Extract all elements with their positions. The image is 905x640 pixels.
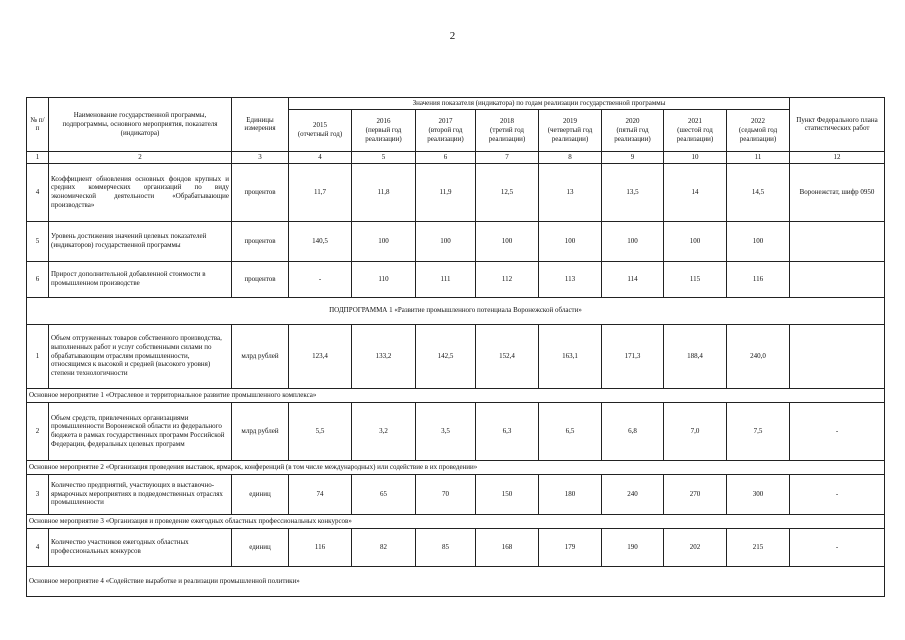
- header-unit: Единицы измерения: [232, 98, 289, 152]
- table-row: [27, 402, 885, 460]
- row-name: Количество предприятий, участвующих в выставочно-ярмарочных мероприятиях в подведомственных отраслях промышленности: [49, 474, 232, 514]
- index-cell: 1: [27, 151, 49, 163]
- header-year-2016: 2016 (первый год реализации): [352, 109, 416, 151]
- row-num: 6: [27, 261, 49, 297]
- value-cell: 240: [602, 474, 664, 514]
- header-year-2020: 2020 (пятый год реализации): [602, 109, 664, 151]
- header-plan: Пункт Федерального плана статистических работ: [790, 98, 885, 152]
- row-plan: -: [790, 474, 885, 514]
- index-cell: 9: [602, 151, 664, 163]
- value-cell: 100: [727, 221, 790, 261]
- index-cell: 12: [790, 151, 885, 163]
- value-cell: 152,4: [476, 324, 539, 388]
- value-cell: 65: [352, 474, 416, 514]
- value-cell: 202: [664, 528, 727, 566]
- value-cell: 179: [539, 528, 602, 566]
- value-cell: 116: [289, 528, 352, 566]
- value-cell: 3,5: [416, 402, 476, 460]
- row-name: Количество участников ежегодных областных профессиональных конкурсов: [49, 528, 232, 566]
- header-year-2018: 2018 (третий год реализации): [476, 109, 539, 151]
- value-cell: 100: [602, 221, 664, 261]
- value-cell: 14,5: [727, 163, 790, 221]
- value-cell: 7,0: [664, 402, 727, 460]
- indicators-table: [26, 97, 885, 597]
- header-index-row: [27, 151, 885, 163]
- table-row: [27, 221, 885, 261]
- value-cell: 6,5: [539, 402, 602, 460]
- row-plan: Воронежстат, шифр 0950: [790, 163, 885, 221]
- index-cell: 11: [727, 151, 790, 163]
- header-values-group: Значения показателя (индикатора) по годам реализации государственной программы: [289, 98, 790, 110]
- value-cell: 12,5: [476, 163, 539, 221]
- header-num: № п/п: [27, 98, 49, 152]
- row-num: 4: [27, 163, 49, 221]
- value-cell: 215: [727, 528, 790, 566]
- row-unit: млрд рублей: [232, 402, 289, 460]
- row-unit: млрд рублей: [232, 324, 289, 388]
- value-cell: 110: [352, 261, 416, 297]
- header-row-top: [27, 98, 885, 110]
- value-cell: 163,1: [539, 324, 602, 388]
- table-row: [27, 528, 885, 566]
- value-cell: 5,5: [289, 402, 352, 460]
- header-year-2019: 2019 (четвертый год реализации): [539, 109, 602, 151]
- table-row: [27, 261, 885, 297]
- value-cell: 113: [539, 261, 602, 297]
- row-unit: процентов: [232, 163, 289, 221]
- value-cell: 14: [664, 163, 727, 221]
- value-cell: 150: [476, 474, 539, 514]
- value-cell: 100: [664, 221, 727, 261]
- index-cell: 8: [539, 151, 602, 163]
- row-plan: [790, 261, 885, 297]
- measure-row: [27, 566, 885, 596]
- measure-title: Основное мероприятие 2 «Организация проведения выставок, ярмарок, конференций (в том числе международных) или содействие в их проведении»: [27, 460, 885, 474]
- value-cell: 11,9: [416, 163, 476, 221]
- value-cell: 140,5: [289, 221, 352, 261]
- value-cell: 100: [539, 221, 602, 261]
- value-cell: 6,3: [476, 402, 539, 460]
- value-cell: 133,2: [352, 324, 416, 388]
- header-name: Наименование государственной программы, подпрограммы, основного мероприятия, показателя (индикатора): [49, 98, 232, 152]
- row-plan: -: [790, 402, 885, 460]
- value-cell: 114: [602, 261, 664, 297]
- value-cell: 171,3: [602, 324, 664, 388]
- index-cell: 4: [289, 151, 352, 163]
- row-plan: -: [790, 528, 885, 566]
- value-cell: 180: [539, 474, 602, 514]
- row-num: 1: [27, 324, 49, 388]
- header-year-2015: 2015 (отчетный год): [289, 109, 352, 151]
- value-cell: 300: [727, 474, 790, 514]
- measure-title: Основное мероприятие 3 «Организация и проведение ежегодных областных профессиональных конкурсов»: [27, 514, 885, 528]
- value-cell: 6,8: [602, 402, 664, 460]
- value-cell: 190: [602, 528, 664, 566]
- value-cell: 115: [664, 261, 727, 297]
- value-cell: 112: [476, 261, 539, 297]
- value-cell: 82: [352, 528, 416, 566]
- table-row: [27, 474, 885, 514]
- value-cell: 240,0: [727, 324, 790, 388]
- value-cell: 13: [539, 163, 602, 221]
- measure-title: Основное мероприятие 4 «Содействие выработке и реализации промышленной политики»: [27, 566, 885, 596]
- value-cell: 7,5: [727, 402, 790, 460]
- measure-row: [27, 460, 885, 474]
- measure-row: [27, 514, 885, 528]
- value-cell: 188,4: [664, 324, 727, 388]
- page-number: 2: [449, 30, 456, 42]
- row-unit: процентов: [232, 221, 289, 261]
- value-cell: 116: [727, 261, 790, 297]
- row-name: Объем отгруженных товаров собственного производства, выполненных работ и услуг собственными силами по обрабатывающим отраслям промышленности, относящимся к высокой и средней (высокого уровня) степени технологичности: [49, 324, 232, 388]
- value-cell: 168: [476, 528, 539, 566]
- value-cell: 111: [416, 261, 476, 297]
- row-name: Уровень достижения значений целевых показателей (индикаторов) государственной программы: [49, 221, 232, 261]
- row-unit: единиц: [232, 474, 289, 514]
- row-plan: [790, 324, 885, 388]
- row-unit: процентов: [232, 261, 289, 297]
- value-cell: 74: [289, 474, 352, 514]
- row-name: Объем средств, привлеченных организациями промышленности Воронежской области из федерального бюджета в рамках государственных программ Российской Федерации, федеральных целевых программ: [49, 402, 232, 460]
- header-year-2022: 2022 (седьмой год реализации): [727, 109, 790, 151]
- index-cell: 2: [49, 151, 232, 163]
- index-cell: 5: [352, 151, 416, 163]
- value-cell: 3,2: [352, 402, 416, 460]
- table-row: [27, 163, 885, 221]
- row-plan: [790, 221, 885, 261]
- header-year-2017: 2017 (второй год реализации): [416, 109, 476, 151]
- value-cell: 100: [416, 221, 476, 261]
- row-num: 2: [27, 402, 49, 460]
- row-name: Прирост дополнительной добавленной стоимости в промышленном производстве: [49, 261, 232, 297]
- measure-title: Основное мероприятие 1 «Отраслевое и территориальное развитие промышленного комплекса»: [27, 388, 885, 402]
- measure-row: [27, 388, 885, 402]
- value-cell: 142,5: [416, 324, 476, 388]
- value-cell: 100: [352, 221, 416, 261]
- value-cell: 70: [416, 474, 476, 514]
- row-num: 3: [27, 474, 49, 514]
- index-cell: 10: [664, 151, 727, 163]
- index-cell: 3: [232, 151, 289, 163]
- index-cell: 7: [476, 151, 539, 163]
- row-unit: единиц: [232, 528, 289, 566]
- row-num: 4: [27, 528, 49, 566]
- value-cell: 123,4: [289, 324, 352, 388]
- index-cell: 6: [416, 151, 476, 163]
- value-cell: 11,8: [352, 163, 416, 221]
- value-cell: 270: [664, 474, 727, 514]
- value-cell: -: [289, 261, 352, 297]
- row-name: Коэффициент обновления основных фондов крупных и средних коммерческих организаций по виду экономической деятельности «Обрабатывающие производства»: [49, 163, 232, 221]
- row-num: 5: [27, 221, 49, 261]
- value-cell: 85: [416, 528, 476, 566]
- subprogram-row: [27, 297, 885, 324]
- header-year-2021: 2021 (шестой год реализации): [664, 109, 727, 151]
- value-cell: 100: [476, 221, 539, 261]
- table-row: [27, 324, 885, 388]
- value-cell: 11,7: [289, 163, 352, 221]
- subprogram-title: ПОДПРОГРАММА 1 «Развитие промышленного потенциала Воронежской области»: [27, 297, 885, 324]
- value-cell: 13,5: [602, 163, 664, 221]
